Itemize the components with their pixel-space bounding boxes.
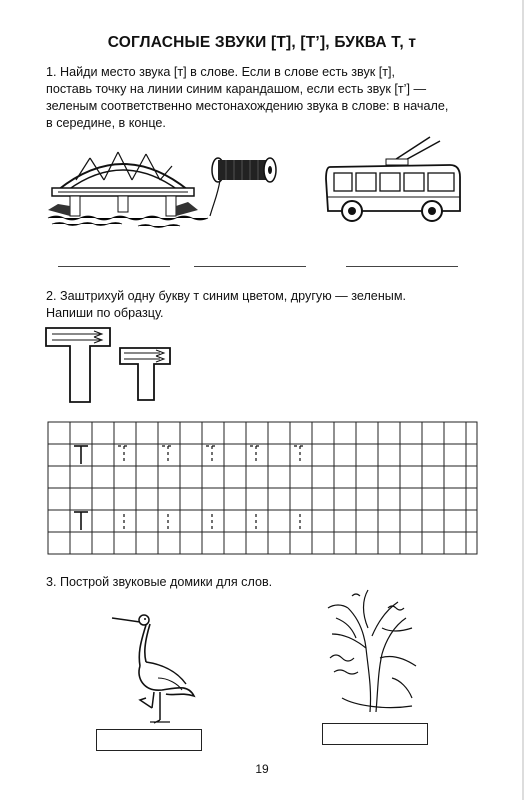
task1-line: в середине, в конце. xyxy=(46,116,166,130)
writing-grid[interactable] xyxy=(48,422,478,554)
big-letter-t[interactable] xyxy=(44,326,114,406)
task2-line: 2. Заштрихуй одну букву т синим цветом, другую — зеленым. xyxy=(46,289,406,303)
trolleybus-picture xyxy=(320,135,470,225)
answer-line[interactable] xyxy=(194,266,306,267)
small-letter-t[interactable] xyxy=(118,346,178,406)
task2-instructions xyxy=(46,288,476,322)
task2-line: Напиши по образцу. xyxy=(46,306,164,320)
heron-picture xyxy=(110,604,200,724)
sound-house-box-tree[interactable] xyxy=(322,723,428,745)
page-number: 19 xyxy=(255,762,269,776)
sound-house-box-heron[interactable] xyxy=(96,729,202,751)
thread-spool-picture xyxy=(206,150,286,220)
answer-line[interactable] xyxy=(346,266,458,267)
answer-line[interactable] xyxy=(58,266,170,267)
page-title: СОГЛАСНЫЕ ЗВУКИ [Т], [Т’], БУКВА Т, т xyxy=(107,34,417,51)
task3-instructions: 3. Построй звуковые домики для слов. xyxy=(46,575,273,589)
tree-picture xyxy=(322,588,422,718)
task1-instructions xyxy=(46,64,476,132)
bridge-picture xyxy=(48,140,198,230)
task1-line: поставь точку на линии синим карандашом, если есть звук [т’] — xyxy=(46,82,427,96)
task1-line: 1. Найди место звука [т] в слове. Если в слове есть звук [т], xyxy=(46,65,396,79)
task1-line: зеленым соответственно местонахождению звука в слове: в начале, xyxy=(46,99,449,113)
